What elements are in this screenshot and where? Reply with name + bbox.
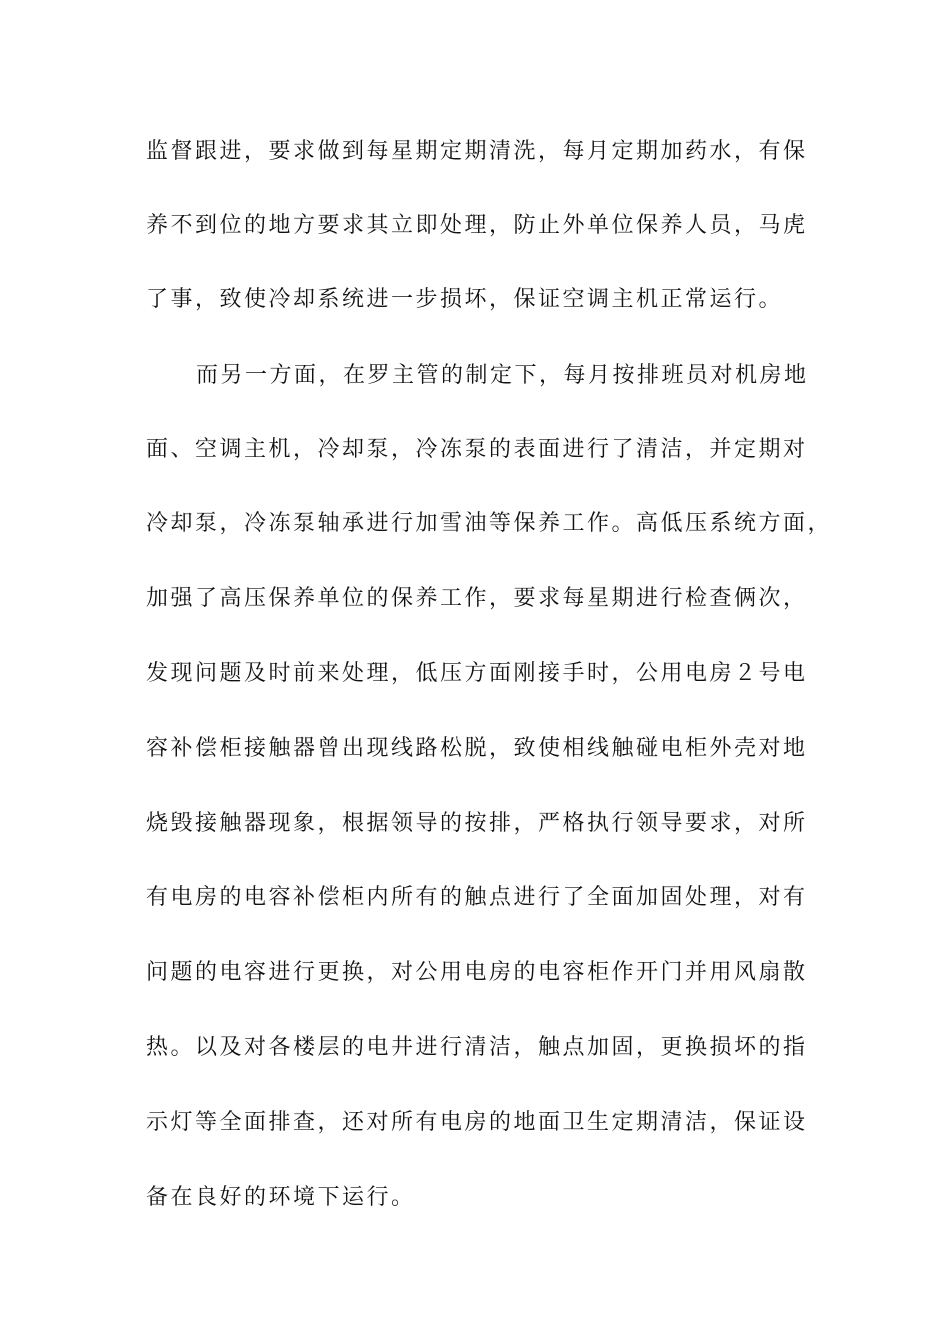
text-line: 示灯等全面排查，还对所有电房的地面卫生定期清洁，保证设	[146, 1110, 808, 1135]
text-line: 了事，致使冷却系统进一步损坏，保证空调主机正常运行。	[146, 287, 784, 312]
text-line: 烧毁接触器现象，根据领导的按排，严格执行领导要求，对所	[146, 811, 808, 836]
text-line: 面、空调主机，冷却泵，冷冻泵的表面进行了清洁，并定期对	[146, 437, 808, 462]
text-line: 备在良好的环境下运行。	[146, 1185, 416, 1210]
text-line: 监督跟进，要求做到每星期定期清洗，每月定期加药水，有保	[146, 139, 808, 164]
text-line: 问题的电容进行更换，对公用电房的电容柜作开门并用风扇散	[146, 960, 808, 985]
paragraph-first-line: 而另一方面，在罗主管的制定下，每月按排班员对机房地	[196, 363, 809, 388]
text-line: 容补偿柜接触器曾出现线路松脱，致使相线触碰电柜外壳对地	[146, 736, 808, 761]
text-line: 冷却泵，冷冻泵轴承进行加雪油等保养工作。高低压系统方面，	[146, 511, 833, 536]
text-line: 发现问题及时前来处理，低压方面刚接手时，公用电房２号电	[146, 661, 808, 686]
text-line: 有电房的电容补偿柜内所有的触点进行了全面加固处理，对有	[146, 885, 808, 910]
text-line: 养不到位的地方要求其立即处理，防止外单位保养人员，马虎	[146, 213, 808, 238]
text-line: 热。以及对各楼层的电井进行清洁，触点加固，更换损坏的指	[146, 1035, 808, 1060]
text-line: 加强了高压保养单位的保养工作，要求每星期进行检查俩次，	[146, 586, 808, 611]
